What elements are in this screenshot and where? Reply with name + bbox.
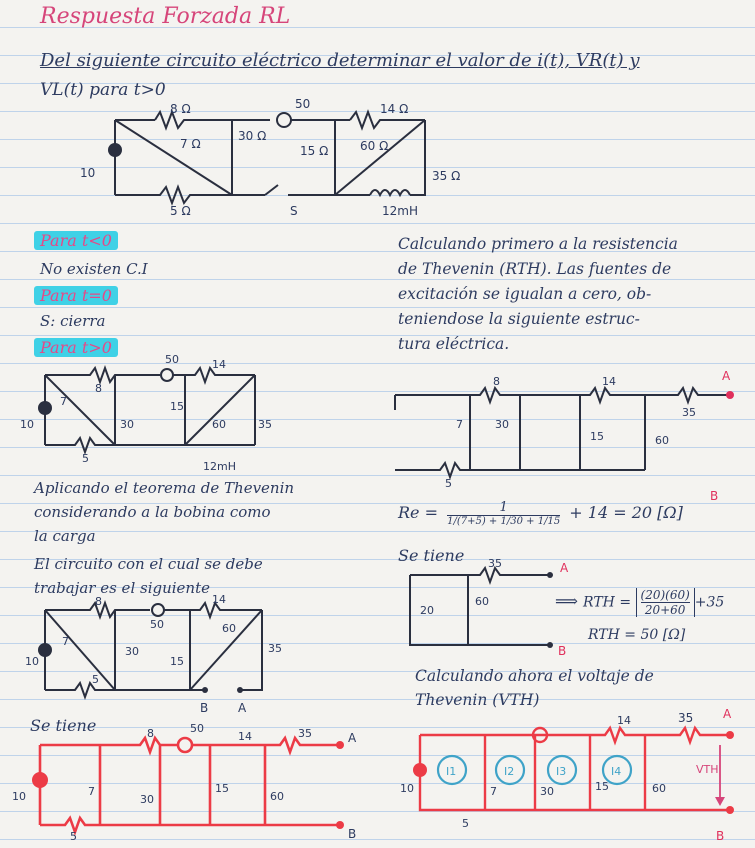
c4-label-50: 50 <box>190 722 204 735</box>
vth-arrow-head <box>715 797 725 806</box>
c7-mesh-i1: I1 <box>446 765 457 778</box>
c1-label-5: 5 Ω <box>170 204 191 218</box>
c4-label-5: 5 <box>70 830 77 843</box>
c4-node-b: B <box>348 827 357 841</box>
c1-label-10: 10 <box>80 166 96 180</box>
c4-label-35: 35 <box>298 727 312 740</box>
se-tiene-right: Se tiene <box>398 546 465 565</box>
c1-label-8: 8 Ω <box>170 102 191 116</box>
c7-label-15: 15 <box>595 780 609 793</box>
c3-node-a: A <box>238 701 247 715</box>
c2-label-14: 14 <box>212 358 226 371</box>
c3-label-7: 7 <box>62 635 69 648</box>
c3-node-b: B <box>200 701 209 715</box>
thevenin-explanation: Aplicando el teorema de Thevenin considerando a la bobina como la carga <box>34 479 295 545</box>
c5-label-5: 5 <box>445 477 452 490</box>
c3-label-35: 35 <box>268 642 282 655</box>
case-lt0-body: No existen C.I <box>40 260 148 278</box>
c4-label-60: 60 <box>270 790 284 803</box>
c7-mesh-i3: I3 <box>556 765 567 778</box>
c5-label-30: 30 <box>495 418 509 431</box>
c4-label-30: 30 <box>140 793 154 806</box>
case-eq0-heading: Para t=0 <box>34 286 118 305</box>
c7-label-7: 7 <box>490 785 497 798</box>
c7-node-b: B <box>716 829 725 843</box>
vth-explanation: Calculando ahora el voltaje de Thevenin (VTH) <box>415 667 654 709</box>
c2-label-5: 5 <box>82 452 89 465</box>
c5-label-8: 8 <box>493 375 500 388</box>
c2-label-60: 60 <box>212 418 226 431</box>
rth-calculation: ⟹ RTH = $\frac{(20)(60)}{20+60}$ +35 <box>555 588 725 617</box>
c2-label-12mh: 12mH <box>203 460 236 473</box>
c7-label-10: 10 <box>400 782 414 795</box>
c4-label-14: 14 <box>238 730 252 743</box>
case-eq0-body: S: cierra <box>40 312 106 330</box>
c3-label-15: 15 <box>170 655 184 668</box>
c4-label-7: 7 <box>88 785 95 798</box>
page-title: Respuesta Forzada RL <box>40 4 291 29</box>
c3-label-30: 30 <box>125 645 139 658</box>
c7-node-a: A <box>723 707 732 721</box>
c7-label-60: 60 <box>652 782 666 795</box>
c1-label-60: 60 Ω <box>360 139 389 153</box>
c6-label-20: 20 <box>420 604 434 617</box>
rth-explanation: Calculando primero a la resistencia de Thevenin (RTH). Las fuentes de excitación se igualan a cero, ob- teniendose la siguiente estruc- tura eléctrica. <box>398 235 678 353</box>
c7-mesh-i2: I2 <box>504 765 515 778</box>
c2-label-10: 10 <box>20 418 34 431</box>
case-gt0-heading: Para t>0 <box>34 338 118 357</box>
c7-label-30: 30 <box>540 785 554 798</box>
c7-label-14: 14 <box>617 714 631 727</box>
c4-label-15: 15 <box>215 782 229 795</box>
c5-label-15: 15 <box>590 430 604 443</box>
c1-label-12mh: 12mH <box>382 204 418 218</box>
rth-result: RTH = 50 [Ω] <box>588 627 686 643</box>
c7-label-vth: VTH <box>696 763 719 776</box>
c2-label-7: 7 <box>60 395 67 408</box>
c2-label-15: 15 <box>170 400 184 413</box>
c1-label-35: 35 Ω <box>432 169 461 183</box>
case-lt0-heading: Para t<0 <box>34 231 118 250</box>
c1-label-50: 50 <box>295 97 311 111</box>
c6-label-60: 60 <box>475 595 489 608</box>
c3-label-14: 14 <box>212 593 226 606</box>
c2-label-8: 8 <box>95 382 102 395</box>
c3-label-8: 8 <box>95 595 102 608</box>
c5-label-7: 7 <box>456 418 463 431</box>
c3-label-60: 60 <box>222 622 236 635</box>
c3-label-5: 5 <box>92 673 99 686</box>
c2-label-30: 30 <box>120 418 134 431</box>
c4-label-8: 8 <box>147 727 154 740</box>
c1-label-15: 15 Ω <box>300 144 329 158</box>
c4-node-a: A <box>348 731 357 745</box>
c2-label-35: 35 <box>258 418 272 431</box>
re-formula: Re = 1 1/(7+5) + 1/30 + 1/15 + 14 = 20 [Ω] <box>398 500 683 527</box>
c6-node-a: A <box>560 561 569 575</box>
c5-node-a: A <box>722 369 731 383</box>
c7-label-5: 5 <box>462 817 469 830</box>
c5-label-35: 35 <box>682 406 696 419</box>
c3-label-10: 10 <box>25 655 39 668</box>
problem-statement-line1: Del siguiente circuito eléctrico determinar el valor de i(t), VR(t) y <box>40 50 640 71</box>
c6-label-35: 35 <box>488 557 502 570</box>
c5-node-b: B <box>710 489 719 503</box>
c1-label-7: 7 Ω <box>180 137 201 151</box>
c5-label-60: 60 <box>655 434 669 447</box>
c1-label-14: 14 Ω <box>380 102 409 116</box>
c5-label-14: 14 <box>602 375 616 388</box>
c1-label-30: 30 Ω <box>238 129 267 143</box>
c7-mesh-i4: I4 <box>611 765 622 778</box>
c1-label-s: S <box>290 204 298 218</box>
c6-node-b: B <box>558 644 567 658</box>
c3-label-50: 50 <box>150 618 164 631</box>
c2-label-50: 50 <box>165 353 179 366</box>
working-circuit-text: El circuito con el cual se debe trabajar es el siguiente <box>34 555 263 597</box>
se-tiene-left: Se tiene <box>30 716 97 735</box>
c4-label-10: 10 <box>12 790 26 803</box>
c7-label-35: 35 <box>678 711 694 725</box>
problem-statement-line2: VL(t) para t>0 <box>40 80 166 100</box>
